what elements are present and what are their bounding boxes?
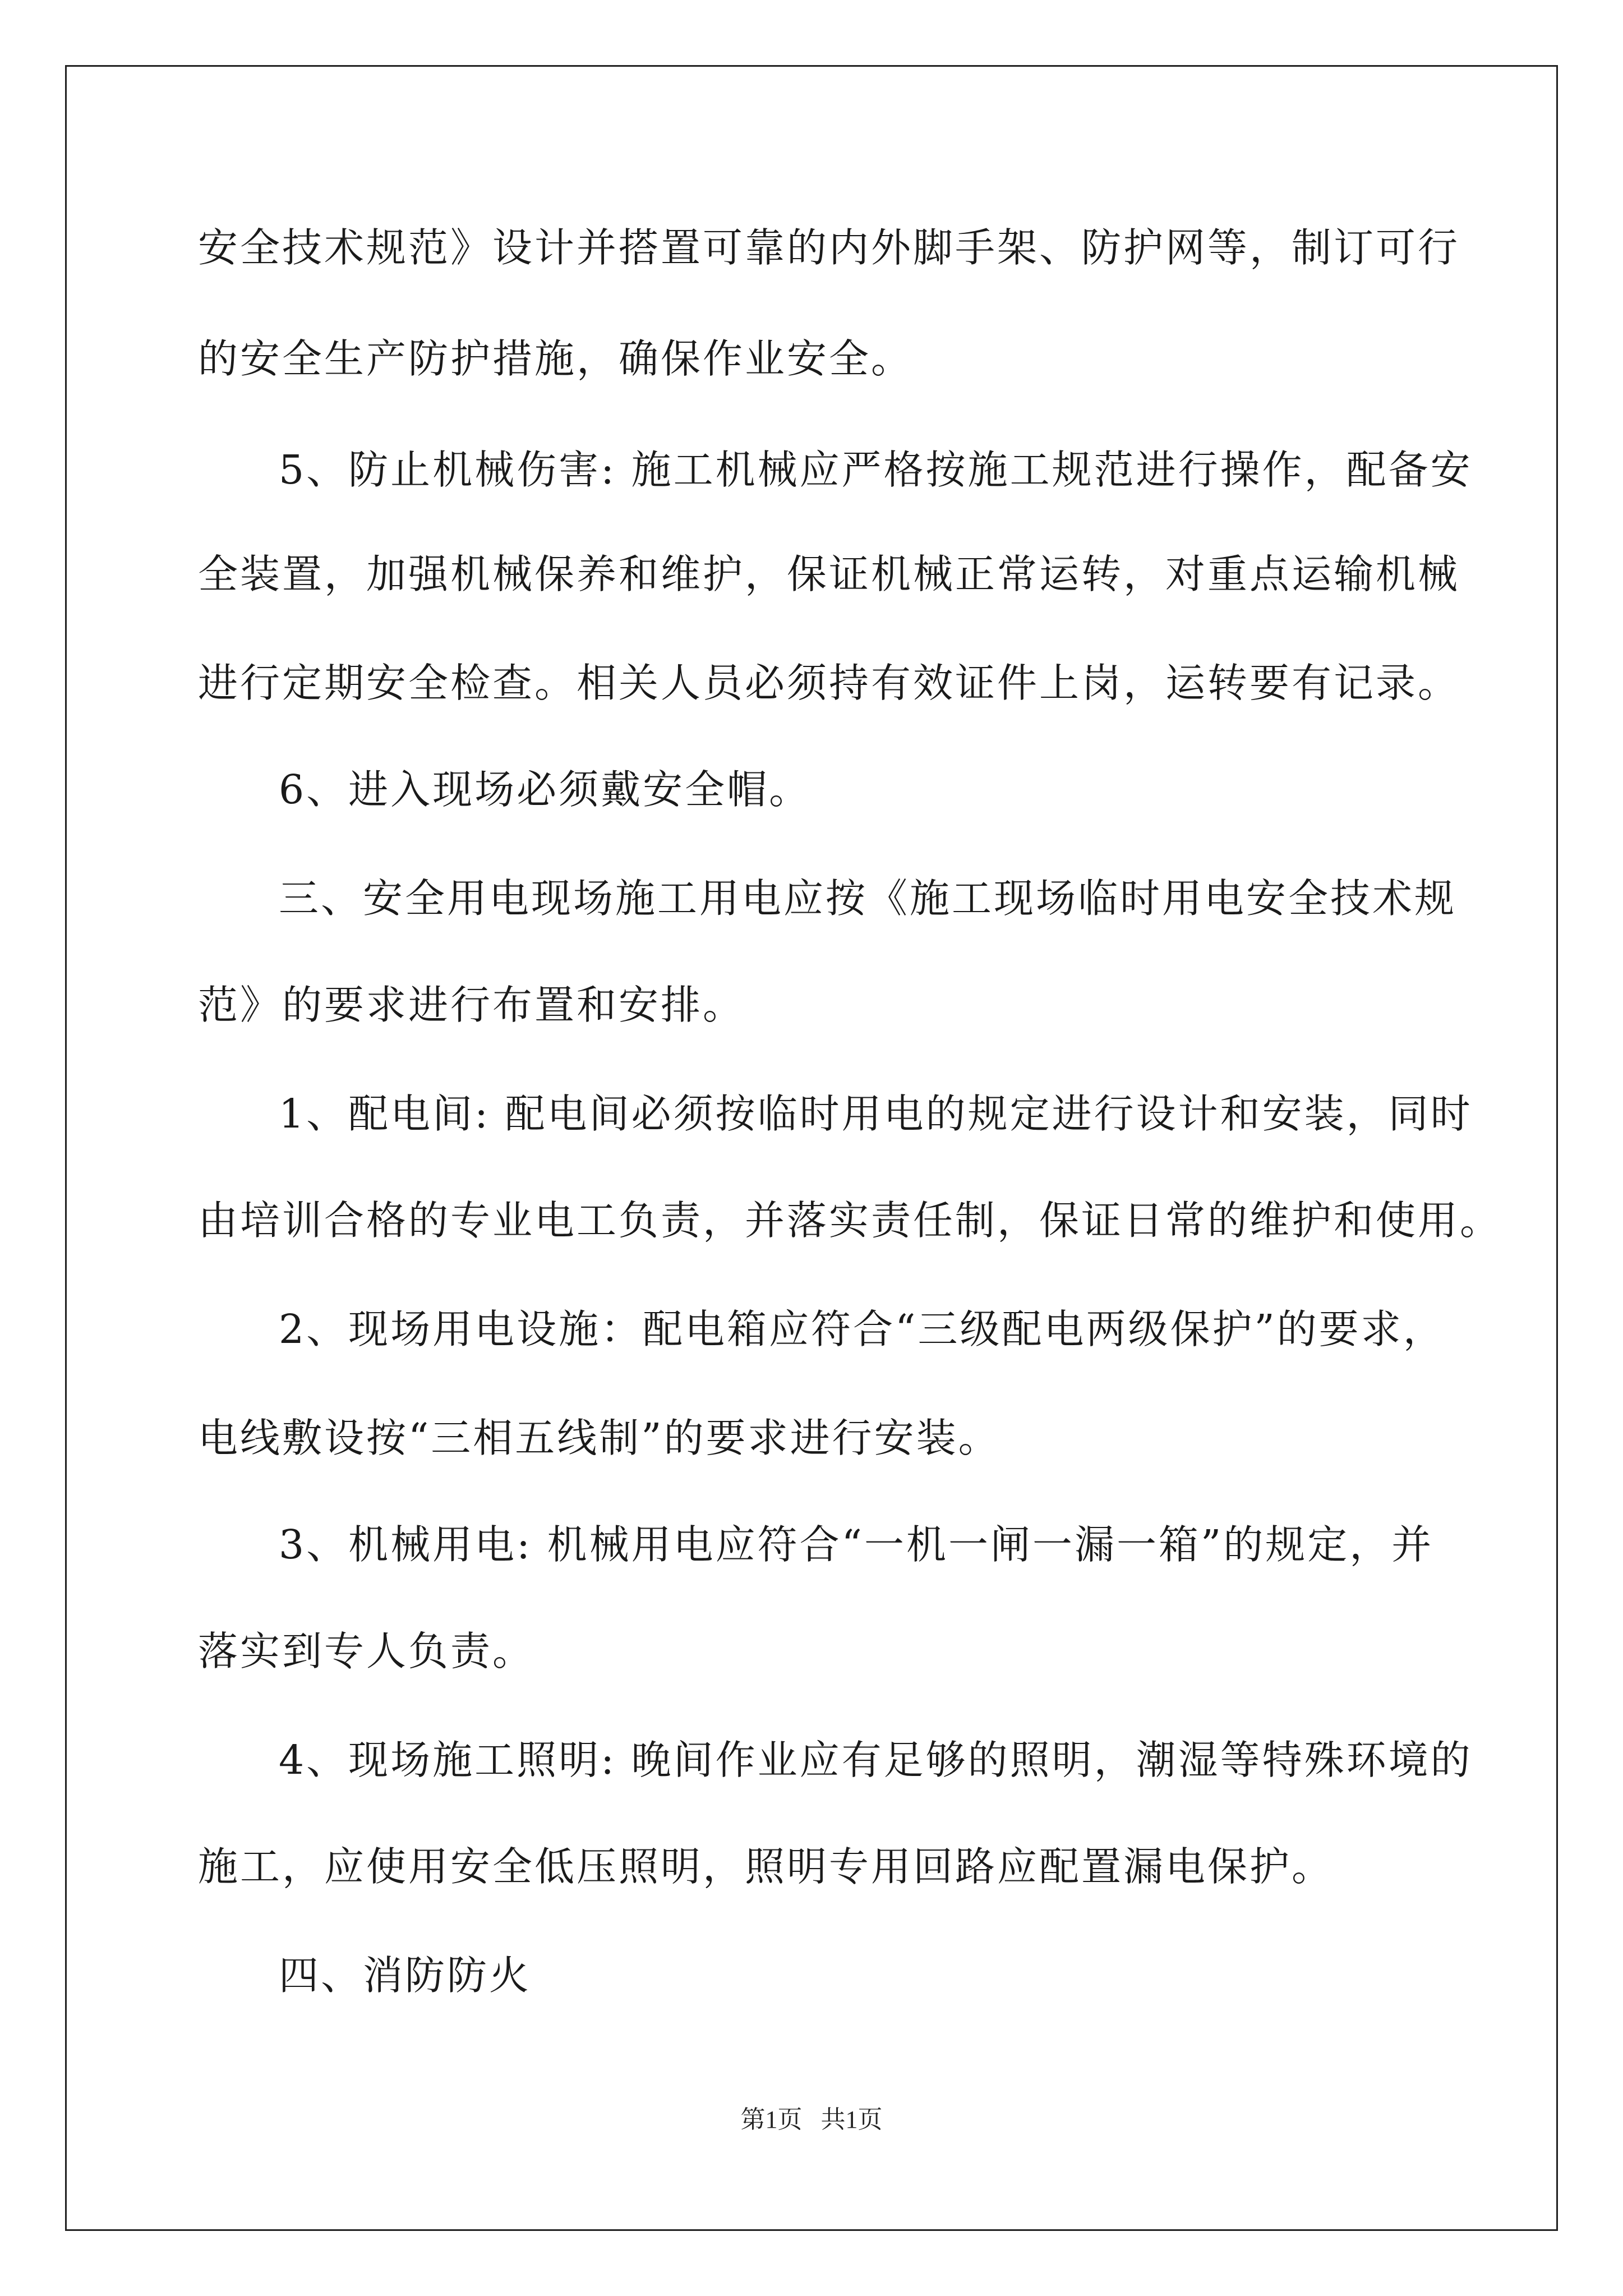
text-line: 范》的要求进行布置和安排。	[198, 982, 745, 1028]
text-line: 1、配电间: 配电间必须按临时用电的规定进行设计和安装，同时	[279, 1091, 1473, 1137]
text-line: 4、现场施工照明: 晚间作业应有足够的照明，潮湿等特殊环境的	[279, 1737, 1473, 1783]
text-line: 由培训合格的专业电工负责，并落实责任制，保证日常的维护和使用。	[198, 1197, 1502, 1244]
text-line: 电线敷设按“三相五线制”的要求进行安装。	[198, 1415, 1000, 1461]
text-line: 5、防止机械伤害: 施工机械应严格按施工规范进行操作，配备安	[279, 447, 1473, 493]
text-line: 的安全生产防护措施，确保作业安全。	[198, 335, 914, 382]
text-line: 进行定期安全检查。相关人员必须持有效证件上岗，运转要有记录。	[198, 660, 1460, 706]
section-heading: 四、消防防火	[279, 1952, 532, 1999]
text-line: 6、进入现场必须戴安全帽。	[279, 766, 811, 813]
text-line: 全装置，加强机械保养和维护，保证机械正常运转，对重点运输机械	[198, 551, 1460, 597]
text-line: 2、现场用电设施：配电箱应符合“三级配电两级保护”的要求，	[279, 1306, 1445, 1352]
text-line: 三、安全用电现场施工用电应按《施工现场临时用电安全技术规	[279, 875, 1457, 922]
text-line: 3、机械用电: 机械用电应符合“一机一闸一漏一箱”的规定，并	[279, 1521, 1434, 1568]
text-line: 落实到专人负责。	[198, 1628, 535, 1674]
text-line: 施工，应使用安全低压照明，照明专用回路应配置漏电保护。	[198, 1843, 1334, 1890]
page-number: 第1页 共1页	[740, 2106, 883, 2133]
text-line: 安全技术规范》设计并搭置可靠的内外脚手架、防护网等，制订可行	[198, 224, 1460, 271]
